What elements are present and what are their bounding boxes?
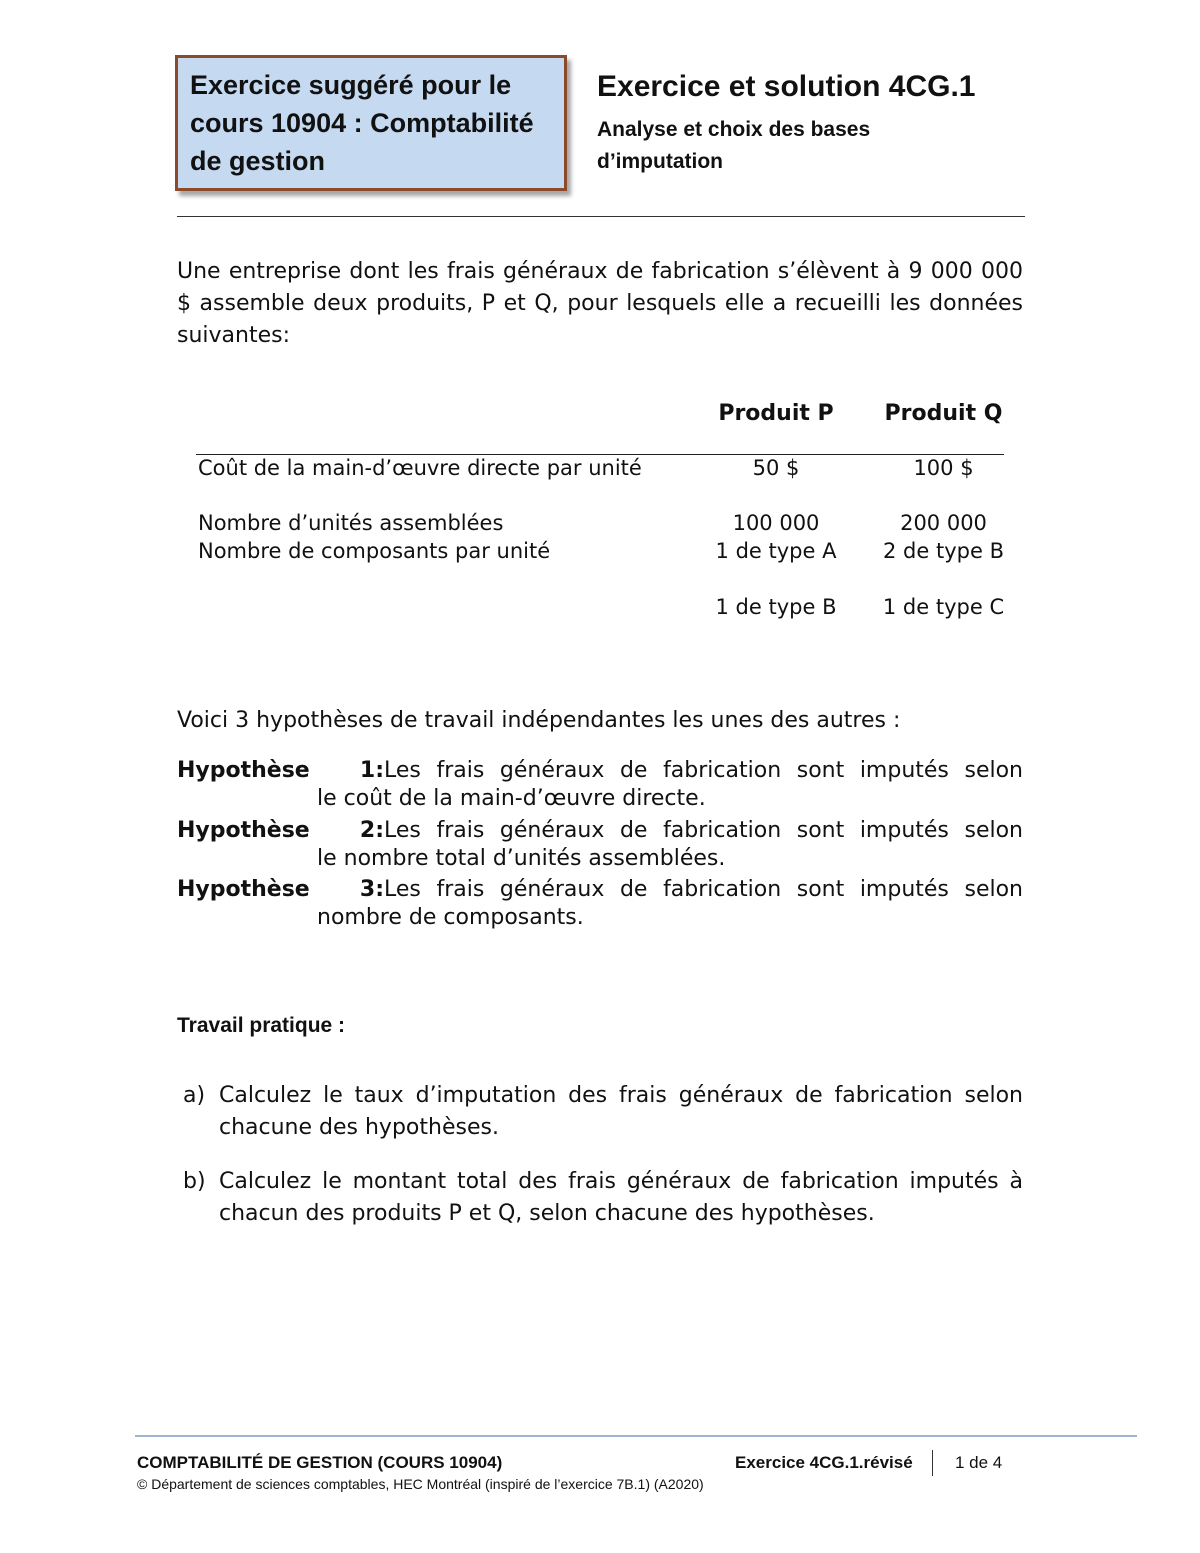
header-produit-p: Produit P: [718, 401, 834, 426]
intro-paragraph: Une entreprise dont les frais généraux de fabrication s’élèvent à 9 000 000 $ assemble deux produits, P et Q, pour lesquels elle a recueilli les données suivantes:: [177, 259, 1023, 348]
cell-p: 50 $: [752, 456, 800, 480]
footer-copyright: © Département de sciences comptables, HEC Montréal (inspiré de l’exercice 7B.1) (A2020): [137, 1476, 704, 1492]
footer-separator: [932, 1450, 933, 1476]
table-header: [196, 400, 1004, 455]
hypothesis-1: [177, 757, 1023, 813]
table-row: [196, 538, 1004, 594]
table-row: [196, 455, 1004, 510]
header-divider: [177, 216, 1025, 217]
hypothesis-label: Hypothèse 2:: [177, 818, 384, 843]
cell-p: 100 000: [732, 511, 820, 535]
hypotheses-intro: Voici 3 hypothèses de travail indépendantes les unes des autres :: [177, 708, 901, 733]
hypothesis-text-continued: nombre de composants.: [317, 905, 584, 930]
footer-course: COMPTABILITÉ DE GESTION (COURS 10904): [137, 1453, 503, 1472]
page-subtitle: [597, 114, 977, 178]
question-b: [183, 1166, 1023, 1230]
cell-p: 1 de type A: [715, 539, 837, 563]
hypothesis-text: Les frais généraux de fabrication sont imputés selon: [384, 758, 1023, 783]
table-row: [196, 510, 1004, 538]
hypothesis-2: [177, 817, 1023, 873]
question-text: Calculez le montant total des frais généraux de fabrication imputés à chacun des produits P et Q, selon chacune des hypothèses.: [219, 1169, 1023, 1226]
hypothesis-text-continued: le coût de la main-d’œuvre directe.: [317, 786, 706, 811]
header-produit-q: Produit Q: [884, 401, 1003, 426]
table-row: [196, 594, 1004, 650]
cell-q: 2 de type B: [883, 539, 1004, 563]
travail-pratique-title: Travail pratique :: [177, 1014, 346, 1037]
question-text: Calculez le taux d’imputation des frais généraux de fabrication selon chacune des hypothèses.: [219, 1083, 1023, 1140]
question-a: [183, 1080, 1023, 1144]
cell-q: 200 000: [900, 511, 987, 535]
data-table: [196, 400, 1004, 650]
page-title: Exercice et solution 4CG.1: [597, 70, 976, 103]
hypothesis-label: Hypothèse 1:: [177, 758, 384, 783]
row-label: Nombre d’unités assemblées: [198, 511, 504, 535]
hypothesis-3: [177, 876, 1023, 932]
row-label: Nombre de composants par unité: [198, 539, 551, 563]
hypothesis-text: Les frais généraux de fabrication sont imputés selon: [384, 877, 1023, 902]
footer-exercise: Exercice 4CG.1.révisé: [735, 1453, 913, 1472]
cell-q: 1 de type C: [882, 595, 1005, 619]
cell-p: 1 de type B: [715, 595, 837, 619]
course-box: Exercice suggéré pour le cours 10904 : Comptabilité de gestion: [175, 55, 567, 191]
page-number: 1 de 4: [955, 1453, 1003, 1472]
footer-divider: [135, 1435, 1137, 1437]
question-letter: b): [183, 1169, 206, 1194]
subtitle-line-1: Analyse et choix des bases: [597, 118, 871, 141]
subtitle-line-2: d’imputation: [597, 150, 723, 173]
cell-q: 100 $: [913, 456, 974, 480]
question-letter: a): [183, 1083, 206, 1108]
row-label: Coût de la main-d’œuvre directe par unité: [198, 456, 642, 480]
hypothesis-text-continued: le nombre total d’unités assemblées.: [317, 846, 726, 871]
hypothesis-text: Les frais généraux de fabrication sont imputés selon: [384, 818, 1023, 843]
hypothesis-label: Hypothèse 3:: [177, 877, 384, 902]
